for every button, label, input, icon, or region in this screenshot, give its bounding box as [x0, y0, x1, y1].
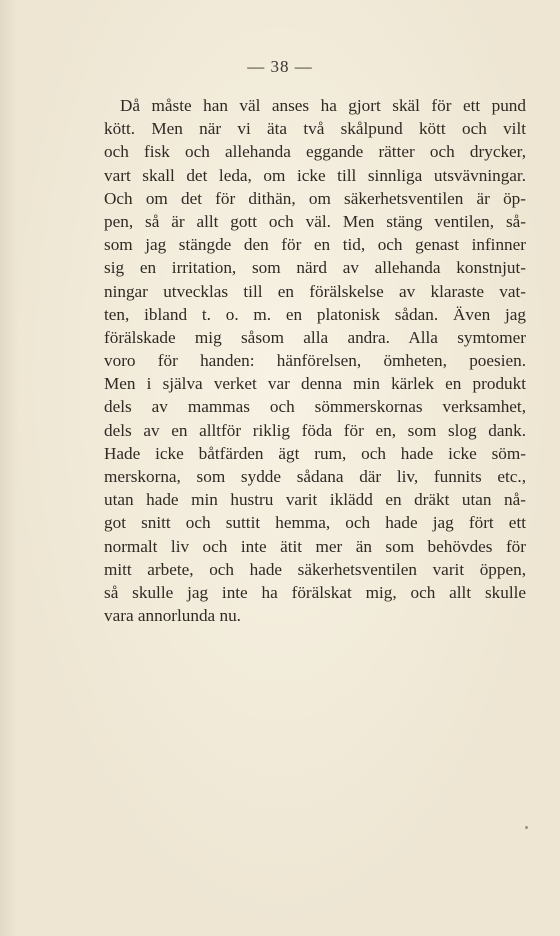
text-line: got snitt och suttit hemma, och hade jag fört ett [104, 513, 526, 533]
text-line: så skulle jag inte ha förälskat mig, och allt skulle [104, 582, 526, 602]
text-line: Hade icke båtfärden ägt rum, och hade icke söm- [104, 443, 526, 463]
text-line: merskorna, som sydde sådana där liv, funnits etc., [104, 467, 526, 486]
text-line: ningar utvecklas till en förälskelse av klaraste vat- [104, 281, 526, 301]
text-line: vara annorlunda nu. [104, 606, 241, 626]
text-line: sig en irritation, som närd av allehanda konstnjut- [104, 258, 526, 278]
text-line: förälskade mig såsom alla andra. Alla symtomer [104, 327, 526, 347]
paper-speck [525, 826, 528, 829]
text-line: normalt liv och inte ätit mer än som behövdes för [104, 536, 526, 556]
text-line: ten, ibland t. o. m. en platonisk sådan. Även jag [104, 304, 526, 324]
text-line: Och om det för dithän, om säkerhetsventilen är öp- [104, 188, 526, 208]
body-paragraph [104, 94, 526, 627]
text-line: som jag stängde den för en tid, och genast infinner [104, 235, 526, 255]
text-line: kött. Men när vi äta två skålpund kött och vilt [104, 119, 526, 139]
text-line: voro för handen: hänförelsen, ömheten, poesien. [104, 351, 526, 371]
text-line: mitt arbete, och hade säkerhetsventilen varit öppen, [104, 559, 526, 579]
page-number: — 38 — [247, 57, 313, 76]
text-line: och fisk och allehanda eggande rätter och drycker, [104, 142, 526, 162]
text-line: dels av mammas och sömmerskornas verksamhet, [104, 397, 526, 417]
text-line: pen, så är allt gott och väl. Men stäng ventilen, så- [104, 211, 526, 231]
text-line: Då måste han väl anses ha gjort skäl för ett pund [120, 96, 526, 115]
text-line: utan hade min hustru varit iklädd en dräkt utan nå- [104, 490, 526, 510]
text-line: Men i själva verket var denna min kärlek en produkt [104, 374, 526, 394]
text-line: vart skall det leda, om icke till sinnliga utsvävningar. [104, 165, 526, 185]
text-line: dels av en alltför riklig föda för en, som slog dank. [104, 420, 526, 440]
